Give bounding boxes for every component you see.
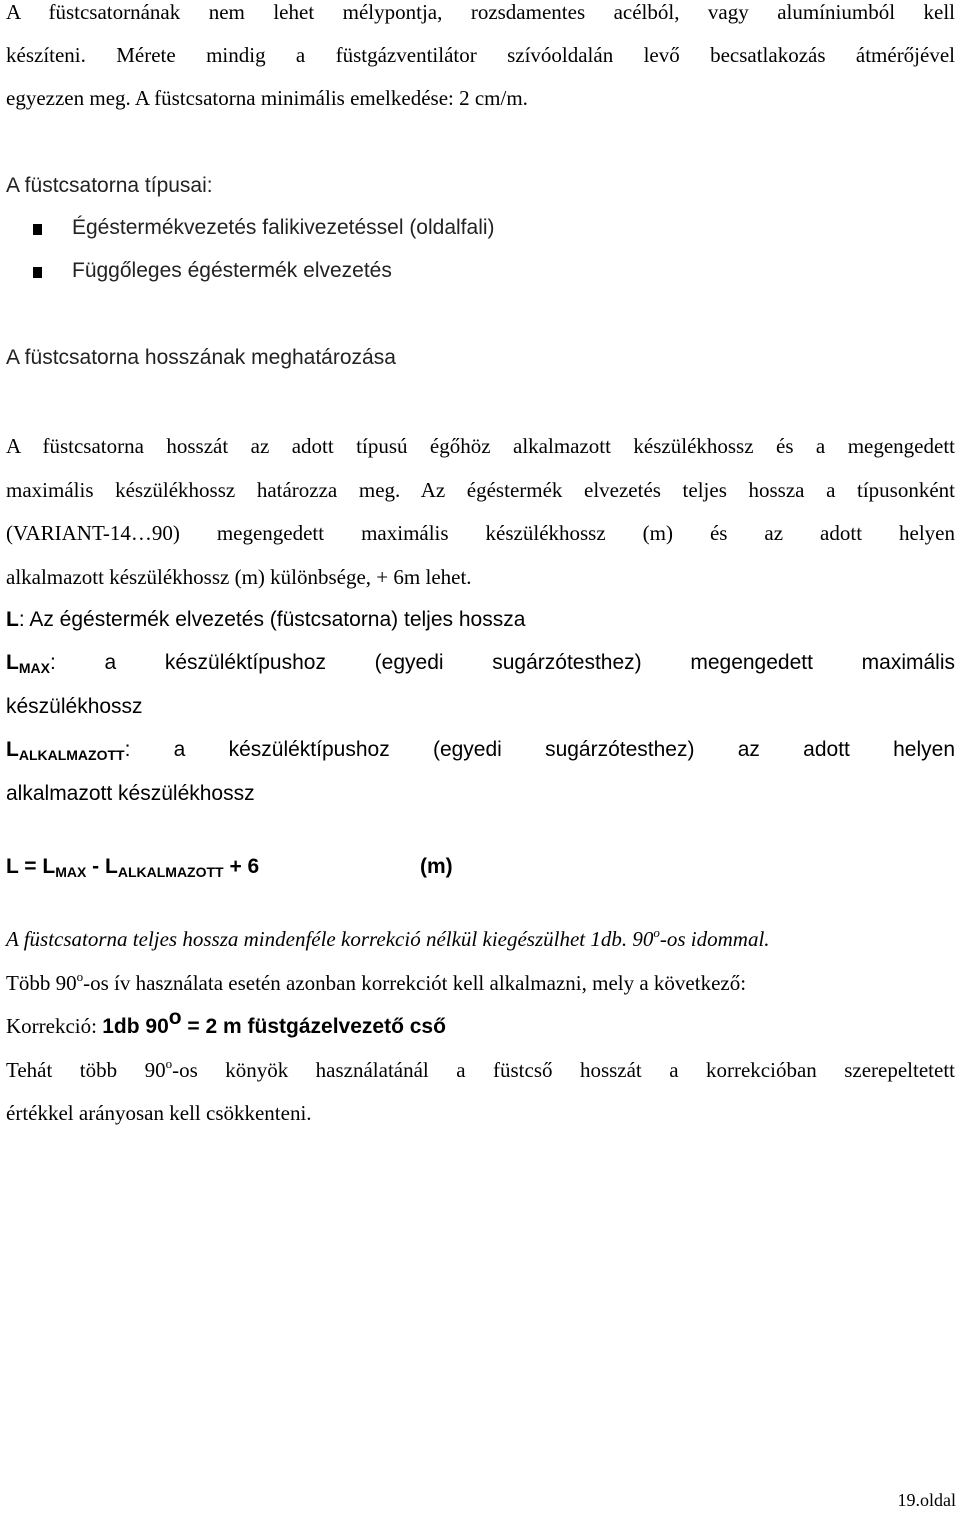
correction-more-a: Több 90	[6, 971, 77, 995]
type-item-2: Függőleges égéstermék elvezetés	[72, 259, 392, 282]
correction-more-b: -os ív használata esetén azonban korrekciót kell alkalmazni, mely a következő:	[83, 971, 747, 995]
def-Lmax-text: : a készüléktípushoz (egyedi sugárzótesthez) megengedett maximális	[49, 651, 955, 674]
formula-sub-max: MAX	[55, 864, 87, 880]
correction-italic-b: -os idommal.	[659, 927, 770, 951]
length-para-line-3: (VARIANT-14…90) megengedett maximális készülékhossz (m) és az adott helyen	[6, 521, 955, 545]
page-number: 19.oldal	[897, 1490, 956, 1510]
correction-italic	[6, 927, 955, 952]
def-Lmax-sub: MAX	[18, 660, 50, 676]
formula-part-1: L = L	[6, 855, 56, 878]
length-para-line-2: maximális készülékhossz határozza meg. Az égéstermék elvezetés teljes hossza a típusonként	[6, 478, 955, 502]
def-Lmax-symbol: L	[6, 651, 19, 674]
type-item-1: Égéstermékvezetés falikivezetéssel (oldalfali)	[72, 216, 495, 239]
formula	[6, 855, 955, 879]
formula-sub-alkalmazott: ALKALMAZOTT	[117, 864, 224, 880]
length-para-line-1: A füstcsatorna hosszát az adott típusú égőhöz alkalmazott készülékhossz és a megengedett	[6, 434, 955, 458]
def-Lalk-line-2: alkalmazott készülékhossz	[6, 782, 255, 805]
types-heading: A füstcsatorna típusai:	[6, 174, 213, 197]
bullet-icon	[33, 267, 42, 278]
correction-tehat-a: Tehát több 90	[6, 1058, 166, 1082]
def-Lmax-line-1	[6, 651, 955, 675]
correction-more	[6, 971, 955, 996]
formula-part-2: - L	[86, 855, 118, 878]
formula-unit: (m)	[420, 855, 453, 878]
bullet-icon	[33, 224, 42, 235]
degree-sup: o	[165, 1056, 173, 1071]
intro-line-1: A füstcsatornának nem lehet mélypontja, rozsdamentes acélból, vagy alumíniumból kell	[6, 0, 955, 24]
def-L-text: : Az égéstermék elvezetés (füstcsatorna) teljes hossza	[18, 608, 526, 631]
correction-label: Korrekció:	[6, 1014, 103, 1038]
degree-sup: o	[168, 1006, 182, 1029]
correction-tehat-line-1	[6, 1058, 955, 1083]
degree-sup: o	[653, 925, 660, 940]
correction-italic-a: A füstcsatorna teljes hossza mindenféle korrekció nélkül kiegészülhet 1db. 90	[6, 927, 654, 951]
def-Lalk-text: : a készüléktípushoz (egyedi sugárzótesthez) az adott helyen	[124, 738, 955, 761]
correction-bold-b: = 2 m füstgázelvezető cső	[181, 1015, 446, 1038]
def-Lalk-sub: ALKALMAZOTT	[18, 747, 125, 763]
formula-part-3: + 6	[223, 855, 260, 878]
correction-tehat-b: -os könyök használatánál a füstcső hosszát a korrekcióban szerepeltetett	[172, 1058, 955, 1082]
correction-tehat-line-2: értékkel arányosan kell csökkenteni.	[6, 1101, 312, 1125]
def-Lalk-line-1	[6, 738, 955, 762]
def-Lmax-line-2: készülékhossz	[6, 695, 143, 718]
correction-bold-a: 1db 90	[102, 1015, 169, 1038]
def-Lalk-symbol: L	[6, 738, 19, 761]
length-para-line-4: alkalmazott készülékhossz (m) különbsége, + 6m lehet.	[6, 565, 472, 589]
intro-line-2: készíteni. Mérete mindig a füstgázventilátor szívóoldalán levő becsatlakozás átmérőjével	[6, 43, 955, 67]
degree-sup: o	[76, 969, 84, 984]
def-L	[6, 608, 955, 632]
correction-rule	[6, 1006, 955, 1039]
def-L-symbol: L	[6, 608, 19, 631]
length-heading: A füstcsatorna hosszának meghatározása	[6, 346, 396, 369]
intro-line-3: egyezzen meg. A füstcsatorna minimális emelkedése: 2 cm/m.	[6, 86, 528, 110]
